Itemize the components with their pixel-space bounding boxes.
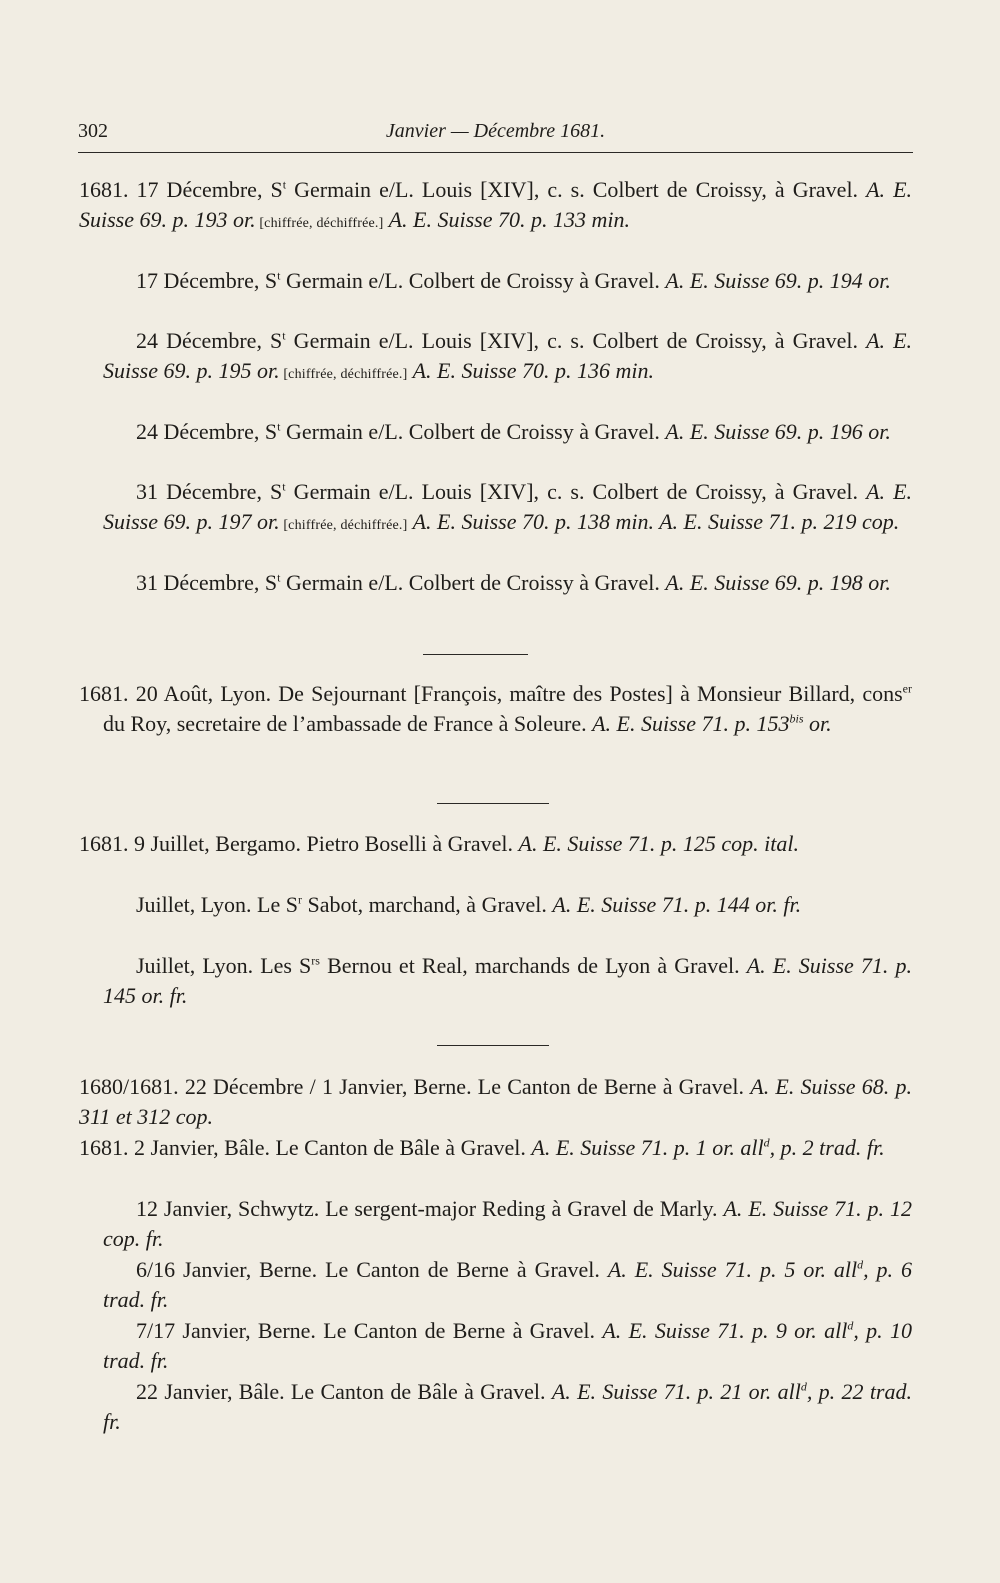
entry: 31 Décembre, $S^t$ Germain e/L. Colbert de Croissy à Gravel. A. E. Suisse 69. p. 198 or.	[136, 570, 891, 595]
entry: 1681. 20 Août, Lyon. De Sejournant [François, maître des Postes] à Monsieur Billard, cons$^{er}$ du Roy, secretaire de l’ambassade de France à Soleure. A. E. Suisse 71. p. $153^{bis}$ or.	[79, 681, 912, 736]
entry: 1681. 17 Décembre, $S^t$ Germain e/L. Louis [XIV], c. s. Colbert de Croissy, à Gravel. A. E. Suisse 69. p. 193 or. [chiffrée, déchiffrée.] A. E. Suisse 70. p. 133 min.	[79, 177, 913, 232]
entry: Juillet, Lyon. Le $S^r$ Sabot, marchand, à Gravel. A. E. Suisse 71. p. 144 or. fr.	[136, 892, 802, 917]
page-header	[78, 118, 913, 154]
entry: 7/17 Janvier, Berne. Le Canton de Berne à Gravel. A. E. Suisse 71. p. 9 or. all$^d$, p. 10 trad. fr.	[103, 1318, 912, 1373]
entry: 24 Décembre, $S^t$ Germain e/L. Louis [XIV], c. s. Colbert de Croissy, à Gravel. A. E. Suisse 69. p. 195 or. [chiffrée, déchiffrée.] A. E. Suisse 70. p. 136 min.	[103, 328, 913, 383]
entry: 12 Janvier, Schwytz. Le sergent-major Reding à Gravel de Marly. A. E. Suisse 71. p. 12 cop. fr.	[103, 1196, 912, 1251]
entry: 17 Décembre, $S^t$ Germain e/L. Colbert de Croissy à Gravel. A. E. Suisse 69. p. 194 or.	[136, 268, 891, 293]
section-divider	[423, 654, 528, 655]
entry: Juillet, Lyon. Les $S^{rs}$ Bernou et Real, marchands de Lyon à Gravel. A. E. Suisse 71. p. 145 or. fr.	[103, 953, 912, 1008]
running-title: Janvier — Décembre 1681.	[385, 120, 606, 142]
entry: 22 Janvier, Bâle. Le Canton de Bâle à Gravel. A. E. Suisse 71. p. 21 or. all$^d$, p. 22 trad. fr.	[103, 1379, 912, 1434]
entry: 1681. 2 Janvier, Bâle. Le Canton de Bâle à Gravel. A. E. Suisse 71. p. 1 or. all$^d$, p. 2 trad. fr.	[79, 1135, 885, 1160]
section-divider	[437, 803, 549, 804]
entry: 24 Décembre, $S^t$ Germain e/L. Colbert de Croissy à Gravel. A. E. Suisse 69. p. 196 or.	[136, 419, 891, 444]
entry: 31 Décembre, $S^t$ Germain e/L. Louis [XIV], c. s. Colbert de Croissy, à Gravel. A. E. Suisse 69. p. 197 or. [chiffrée, déchiffrée.] A. E. Suisse 70. p. 138 min. A. E. Suisse 71. p. 219 cop.	[103, 479, 913, 534]
header-rule	[78, 152, 913, 153]
section-divider	[437, 1045, 549, 1046]
page-number: 302	[78, 120, 108, 142]
entry: 1680/1681. 22 Décembre / 1 Janvier, Berne. Le Canton de Berne à Gravel. A. E. Suisse 68. p. 311 et 312 cop.	[79, 1074, 912, 1129]
entry: 1681. 9 Juillet, Bergamo. Pietro Boselli à Gravel. A. E. Suisse 71. p. 125 cop. ital.	[79, 831, 800, 856]
entry: 6/16 Janvier, Berne. Le Canton de Berne à Gravel. A. E. Suisse 71. p. 5 or. all$^d$, p. 6 trad. fr.	[103, 1257, 912, 1312]
